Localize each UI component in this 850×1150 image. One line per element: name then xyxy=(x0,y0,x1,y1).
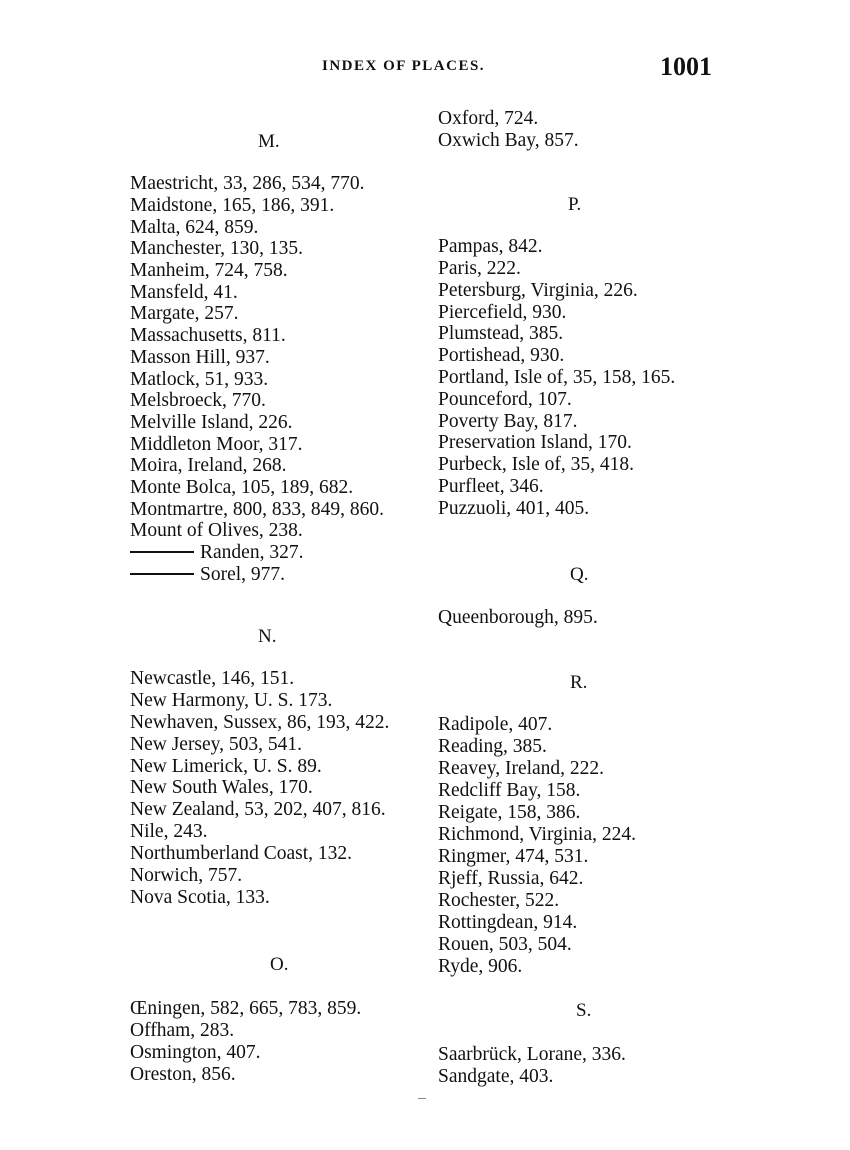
index-entry: Oxford, 724. xyxy=(438,108,539,129)
index-entry: Puzzuoli, 401, 405. xyxy=(438,498,590,519)
index-entry: Nova Scotia, 133. xyxy=(130,887,270,908)
index-entry: Rouen, 503, 504. xyxy=(438,934,572,955)
index-entry: Monte Bolca, 105, 189, 682. xyxy=(130,477,354,498)
index-entry: New South Wales, 170. xyxy=(130,777,313,798)
index-entry: Manheim, 724, 758. xyxy=(130,260,288,281)
section-heading-m: M. xyxy=(258,131,280,152)
index-entry: Nile, 243. xyxy=(130,821,208,842)
index-entry: Œningen, 582, 665, 783, 859. xyxy=(130,998,362,1019)
index-entry: Maestricht, 33, 286, 534, 770. xyxy=(130,173,365,194)
section-heading-o: O. xyxy=(270,954,289,975)
index-entry: Malta, 624, 859. xyxy=(130,217,259,238)
index-entry: New Zealand, 53, 202, 407, 816. xyxy=(130,799,386,820)
index-entry: Montmartre, 800, 833, 849, 860. xyxy=(130,499,385,520)
subentry-text: Randen, 327. xyxy=(200,542,304,563)
index-entry: Queenborough, 895. xyxy=(438,607,598,628)
index-entry: Rjeff, Russia, 642. xyxy=(438,868,584,889)
index-subentry xyxy=(130,564,285,586)
running-head: INDEX OF PLACES. xyxy=(322,58,486,74)
index-entry: Petersburg, Virginia, 226. xyxy=(438,280,638,301)
index-entry: Redcliff Bay, 158. xyxy=(438,780,581,801)
section-heading-p: P. xyxy=(568,194,582,215)
index-entry: Pounceford, 107. xyxy=(438,389,572,410)
index-entry: Portishead, 930. xyxy=(438,345,565,366)
index-entry: Melville Island, 226. xyxy=(130,412,293,433)
index-entry: Reading, 385. xyxy=(438,736,547,757)
ditto-dash xyxy=(130,551,194,553)
index-entry: Maidstone, 165, 186, 391. xyxy=(130,195,335,216)
index-entry: Mansfeld, 41. xyxy=(130,282,238,303)
index-entry: Newhaven, Sussex, 86, 193, 422. xyxy=(130,712,390,733)
index-entry: Saarbrück, Lorane, 336. xyxy=(438,1044,626,1065)
index-entry: Margate, 257. xyxy=(130,303,239,324)
index-entry: Melsbroeck, 770. xyxy=(130,390,266,411)
index-entry: Purbeck, Isle of, 35, 418. xyxy=(438,454,635,475)
index-entry: Portland, Isle of, 35, 158, 165. xyxy=(438,367,676,388)
index-entry: Poverty Bay, 817. xyxy=(438,411,578,432)
page-number: 1001 xyxy=(660,52,712,81)
ditto-dash xyxy=(130,573,194,575)
index-entry: Pampas, 842. xyxy=(438,236,543,257)
index-entry: Northumberland Coast, 132. xyxy=(130,843,353,864)
index-entry: Rottingdean, 914. xyxy=(438,912,578,933)
index-entry: Massachusetts, 811. xyxy=(130,325,286,346)
index-entry: Matlock, 51, 933. xyxy=(130,369,269,390)
index-entry: Reigate, 158, 386. xyxy=(438,802,581,823)
index-entry: Osmington, 407. xyxy=(130,1042,261,1063)
index-entry: Preservation Island, 170. xyxy=(438,432,632,453)
index-entry: Ringmer, 474, 531. xyxy=(438,846,589,867)
index-entry: Sandgate, 403. xyxy=(438,1066,554,1087)
section-heading-s: S. xyxy=(576,1000,592,1021)
index-entry: Paris, 222. xyxy=(438,258,521,279)
index-entry: Rochester, 522. xyxy=(438,890,560,911)
index-entry: Newcastle, 146, 151. xyxy=(130,668,295,689)
index-entry: Radipole, 407. xyxy=(438,714,553,735)
index-subentry xyxy=(130,542,303,564)
index-entry: Piercefield, 930. xyxy=(438,302,567,323)
index-entry: Purfleet, 346. xyxy=(438,476,544,497)
index-entry: Masson Hill, 937. xyxy=(130,347,270,368)
index-entry: Offham, 283. xyxy=(130,1020,235,1041)
index-entry: Mount of Olives, 238. xyxy=(130,520,303,541)
index-entry: New Harmony, U. S. 173. xyxy=(130,690,333,711)
section-heading-n: N. xyxy=(258,626,277,647)
index-entry: Plumstead, 385. xyxy=(438,323,564,344)
footer-mark xyxy=(418,1098,426,1099)
subentry-text: Sorel, 977. xyxy=(200,564,286,585)
index-entry: Richmond, Virginia, 224. xyxy=(438,824,636,845)
section-heading-r: R. xyxy=(570,672,588,693)
section-heading-q: Q. xyxy=(570,564,589,585)
index-entry: Norwich, 757. xyxy=(130,865,243,886)
index-entry: Oreston, 856. xyxy=(130,1064,236,1085)
index-entry: New Limerick, U. S. 89. xyxy=(130,756,322,777)
index-entry: Reavey, Ireland, 222. xyxy=(438,758,605,779)
index-entry: Moira, Ireland, 268. xyxy=(130,455,287,476)
index-entry: Oxwich Bay, 857. xyxy=(438,130,579,151)
index-entry: Middleton Moor, 317. xyxy=(130,434,303,455)
index-entry: Ryde, 906. xyxy=(438,956,523,977)
index-entry: New Jersey, 503, 541. xyxy=(130,734,303,755)
index-entry: Manchester, 130, 135. xyxy=(130,238,304,259)
